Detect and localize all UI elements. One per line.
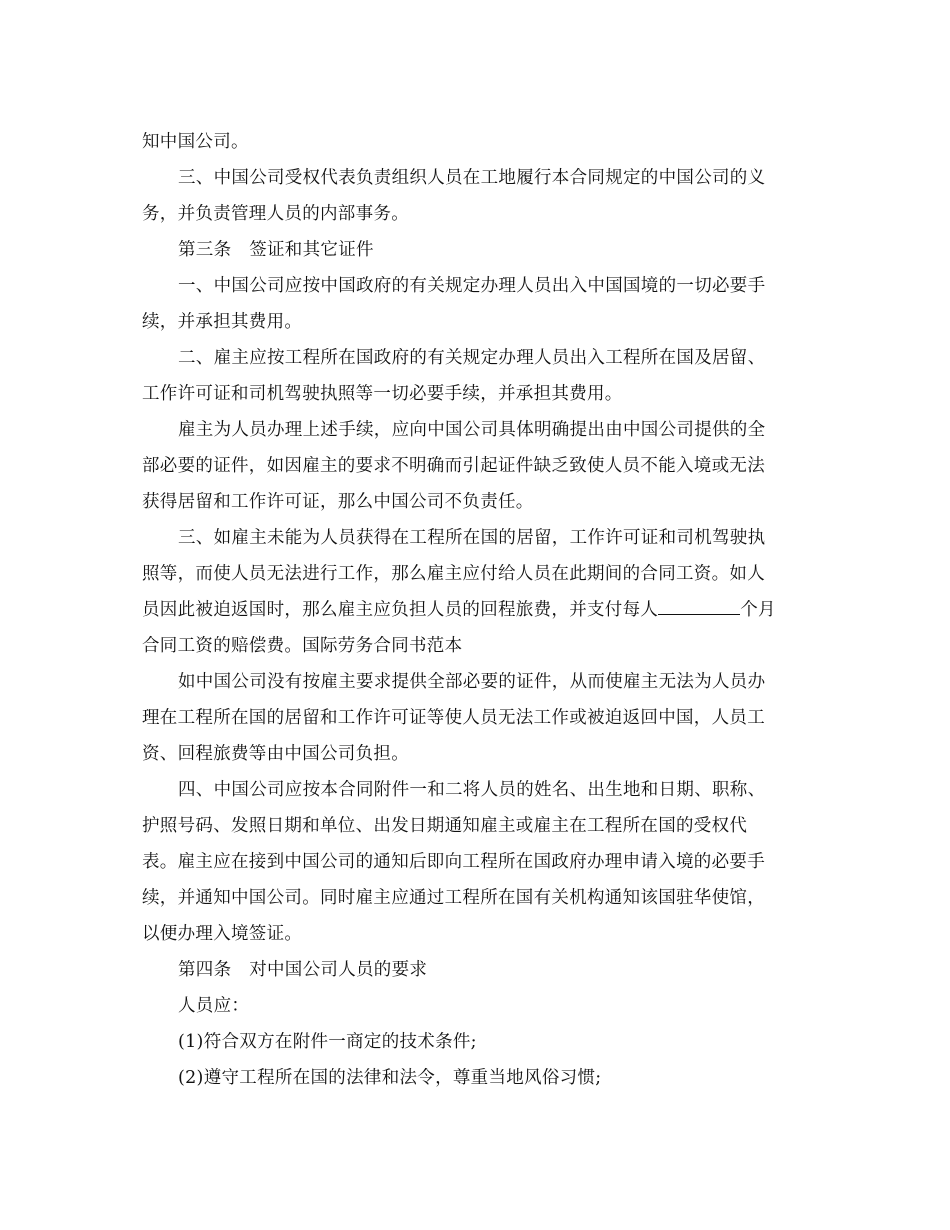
text-line: 知中国公司。 <box>142 132 249 152</box>
text-line: 合同工资的赔偿费。国际劳务合同书范本 <box>142 636 463 656</box>
text-line: 二、雇主应按工程所在国政府的有关规定办理人员出入工程所在国及居留、 <box>178 348 766 368</box>
text-line: 一、中国公司应按中国政府的有关规定办理人员出入中国国境的一切必要手 <box>178 276 766 296</box>
text-line: 照等，而使人员无法进行工作，那么雇主应付给人员在此期间的合同工资。如人 <box>142 564 765 584</box>
text-line: 部必要的证件，如因雇主的要求不明确而引起证件缺乏致使人员不能入境或无法 <box>142 456 765 476</box>
text-line: 人员应： <box>178 996 250 1016</box>
text-line: 三、如雇主未能为人员获得在工程所在国的居留，工作许可证和司机驾驶执 <box>178 528 766 548</box>
text-line: 如中国公司没有按雇主要求提供全部必要的证件，从而使雇主无法为人员办 <box>178 672 766 692</box>
article-heading: 第三条 签证和其它证件 <box>178 240 374 260</box>
fill-in-blank <box>658 598 740 615</box>
text-line: 表。雇主应在接到中国公司的通知后即向工程所在国政府办理申请入境的必要手 <box>142 852 765 872</box>
text-line <box>142 598 807 622</box>
text-line: 续，并通知中国公司。同时雇主应通过工程所在国有关机构通知该国驻华使馆， <box>142 888 765 908</box>
text-line: 四、中国公司应按本合同附件一和二将人员的姓名、出生地和日期、职称、 <box>178 780 766 800</box>
text-line: 理在工程所在国的居留和工作许可证等使人员无法工作或被迫返回中国，人员工 <box>142 708 765 728</box>
text-line: 获得居留和工作许可证，那么中国公司不负责任。 <box>142 492 534 512</box>
text-line: 资、回程旅费等由中国公司负担。 <box>142 744 409 764</box>
text-line: 雇主为人员办理上述手续，应向中国公司具体明确提出由中国公司提供的全 <box>178 420 766 440</box>
text-line: 务，并负责管理人员的内部事务。 <box>142 204 409 224</box>
article-heading: 第四条 对中国公司人员的要求 <box>178 960 428 980</box>
text-line: 护照号码、发照日期和单位、出发日期通知雇主或雇主在工程所在国的受权代 <box>142 816 748 836</box>
text-segment: 员因此被迫返国时，那么雇主应负担人员的回程旅费，并支付每人 <box>142 600 659 620</box>
text-line: 续，并承担其费用。 <box>142 312 303 332</box>
text-line: 三、中国公司受权代表负责组织人员在工地履行本合同规定的中国公司的义 <box>178 168 766 188</box>
list-item: (2)遵守工程所在国的法律和法令，尊重当地风俗习惯; <box>178 1068 602 1088</box>
text-line: 工作许可证和司机驾驶执照等一切必要手续，并承担其费用。 <box>142 384 623 404</box>
text-segment: 个月 <box>740 600 776 620</box>
list-item: (1)符合双方在附件一商定的技术条件; <box>178 1032 477 1052</box>
text-line: 以便办理入境签证。 <box>142 924 303 944</box>
